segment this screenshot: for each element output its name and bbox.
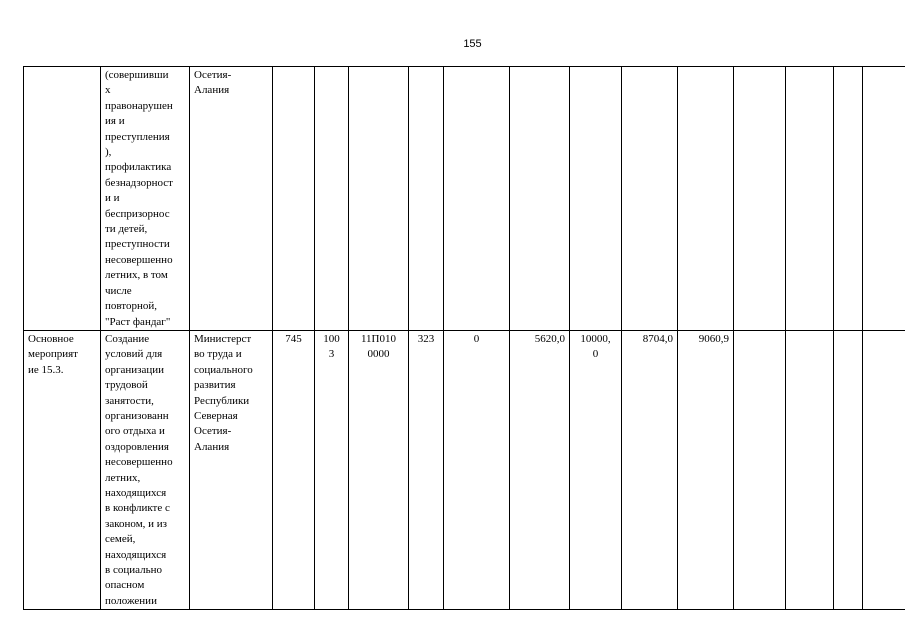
value-cell	[863, 67, 905, 331]
measure-cell-line: Основное	[28, 332, 74, 345]
description-cell-line: х	[105, 84, 111, 97]
measure-cell	[24, 330, 101, 609]
description-cell	[101, 67, 190, 331]
executor-cell-line: Северная	[194, 409, 238, 422]
value-cell	[622, 67, 678, 331]
description-cell-line: несовершенно	[105, 253, 173, 266]
description-cell-line: в социально	[105, 564, 162, 576]
executor-cell-line: во труда и	[194, 348, 242, 361]
description-cell-line: повторной,	[105, 300, 157, 313]
value-cell	[510, 67, 570, 331]
description-cell-line: Создание	[105, 332, 150, 345]
value-cell	[834, 67, 863, 331]
description-cell-line: профилактика	[105, 161, 172, 174]
executor-cell-line: социального	[194, 363, 253, 376]
executor-cell	[190, 67, 273, 331]
description-cell-line: условий для	[105, 348, 163, 361]
value-cell	[834, 330, 863, 609]
description-cell-line: находящихся	[105, 486, 167, 499]
value-cell: 5620,0	[510, 330, 570, 609]
value-cell	[444, 67, 510, 331]
measure-cell-line: ие 15.3.	[28, 363, 64, 376]
description-cell-line: преступления	[105, 130, 170, 143]
description-cell-line: несовершенно	[105, 456, 173, 469]
value-cell	[273, 67, 315, 331]
value-cell: 8704,0	[622, 330, 678, 609]
measure-cell-line: мероприят	[28, 348, 78, 361]
value-cell	[734, 67, 786, 331]
executor-cell-line: Алания	[194, 84, 230, 97]
description-cell-line: (совершивши	[105, 69, 169, 81]
value-cell	[409, 67, 444, 331]
value-cell	[863, 330, 905, 609]
executor-cell-line: развития	[194, 379, 236, 392]
description-cell-line: находящихся	[105, 548, 167, 561]
value-cell: 10000, 0	[570, 330, 622, 609]
value-cell	[349, 67, 409, 331]
table-row	[24, 67, 905, 331]
description-cell-line: ия и	[105, 115, 125, 128]
description-cell-line: организованн	[105, 409, 169, 422]
value-cell: 745	[273, 330, 315, 609]
description-cell-line: правонарушен	[105, 99, 173, 112]
value-cell: 100 3	[315, 330, 349, 609]
value-cell	[734, 330, 786, 609]
executor-cell-line: Министерст	[194, 332, 252, 345]
description-cell-line: занятости,	[105, 394, 154, 407]
description-cell-line: организации	[105, 363, 165, 376]
executor-cell-line: Республики	[194, 394, 250, 407]
value-cell	[315, 67, 349, 331]
description-cell-line: летних,	[105, 471, 141, 484]
description-cell	[101, 330, 190, 609]
value-cell: 323	[409, 330, 444, 609]
value-cell	[786, 330, 834, 609]
description-cell-line: "Раст фандаг"	[105, 315, 171, 328]
description-cell-line: опасном	[105, 579, 145, 592]
description-cell-line: и и	[105, 192, 120, 205]
description-cell-line: положении	[105, 594, 157, 607]
value-cell: 0	[444, 330, 510, 609]
description-cell-line: в конфликте с	[105, 502, 170, 515]
value-cell	[786, 67, 834, 331]
description-cell-line: преступности	[105, 238, 170, 251]
value-cell: 9060,9	[678, 330, 734, 609]
table-row	[24, 330, 905, 609]
description-cell-line: ого отдыха и	[105, 425, 165, 438]
value-cell: 11П010 0000	[349, 330, 409, 609]
executor-cell-line: Алания	[194, 440, 230, 453]
description-cell-line: законом, и из	[105, 517, 168, 530]
measure-cell	[24, 67, 101, 331]
description-cell-line: ти детей,	[105, 223, 148, 236]
value-cell	[570, 67, 622, 331]
description-cell-line: беспризорнос	[105, 207, 170, 220]
description-cell-line: ),	[105, 146, 112, 159]
executor-cell-line: Осетия-	[194, 425, 232, 438]
budget-table	[23, 66, 905, 610]
description-cell-line: оздоровления	[105, 440, 169, 453]
executor-cell	[190, 330, 273, 609]
description-cell-line: трудовой	[105, 379, 148, 392]
description-cell-line: семей,	[105, 533, 136, 546]
description-cell-line: летних, в том	[105, 269, 168, 282]
page-number: 155	[463, 38, 482, 50]
description-cell-line: числе	[105, 284, 132, 297]
value-cell	[678, 67, 734, 331]
executor-cell-line: Осетия-	[194, 69, 232, 81]
description-cell-line: безнадзорност	[105, 176, 173, 189]
